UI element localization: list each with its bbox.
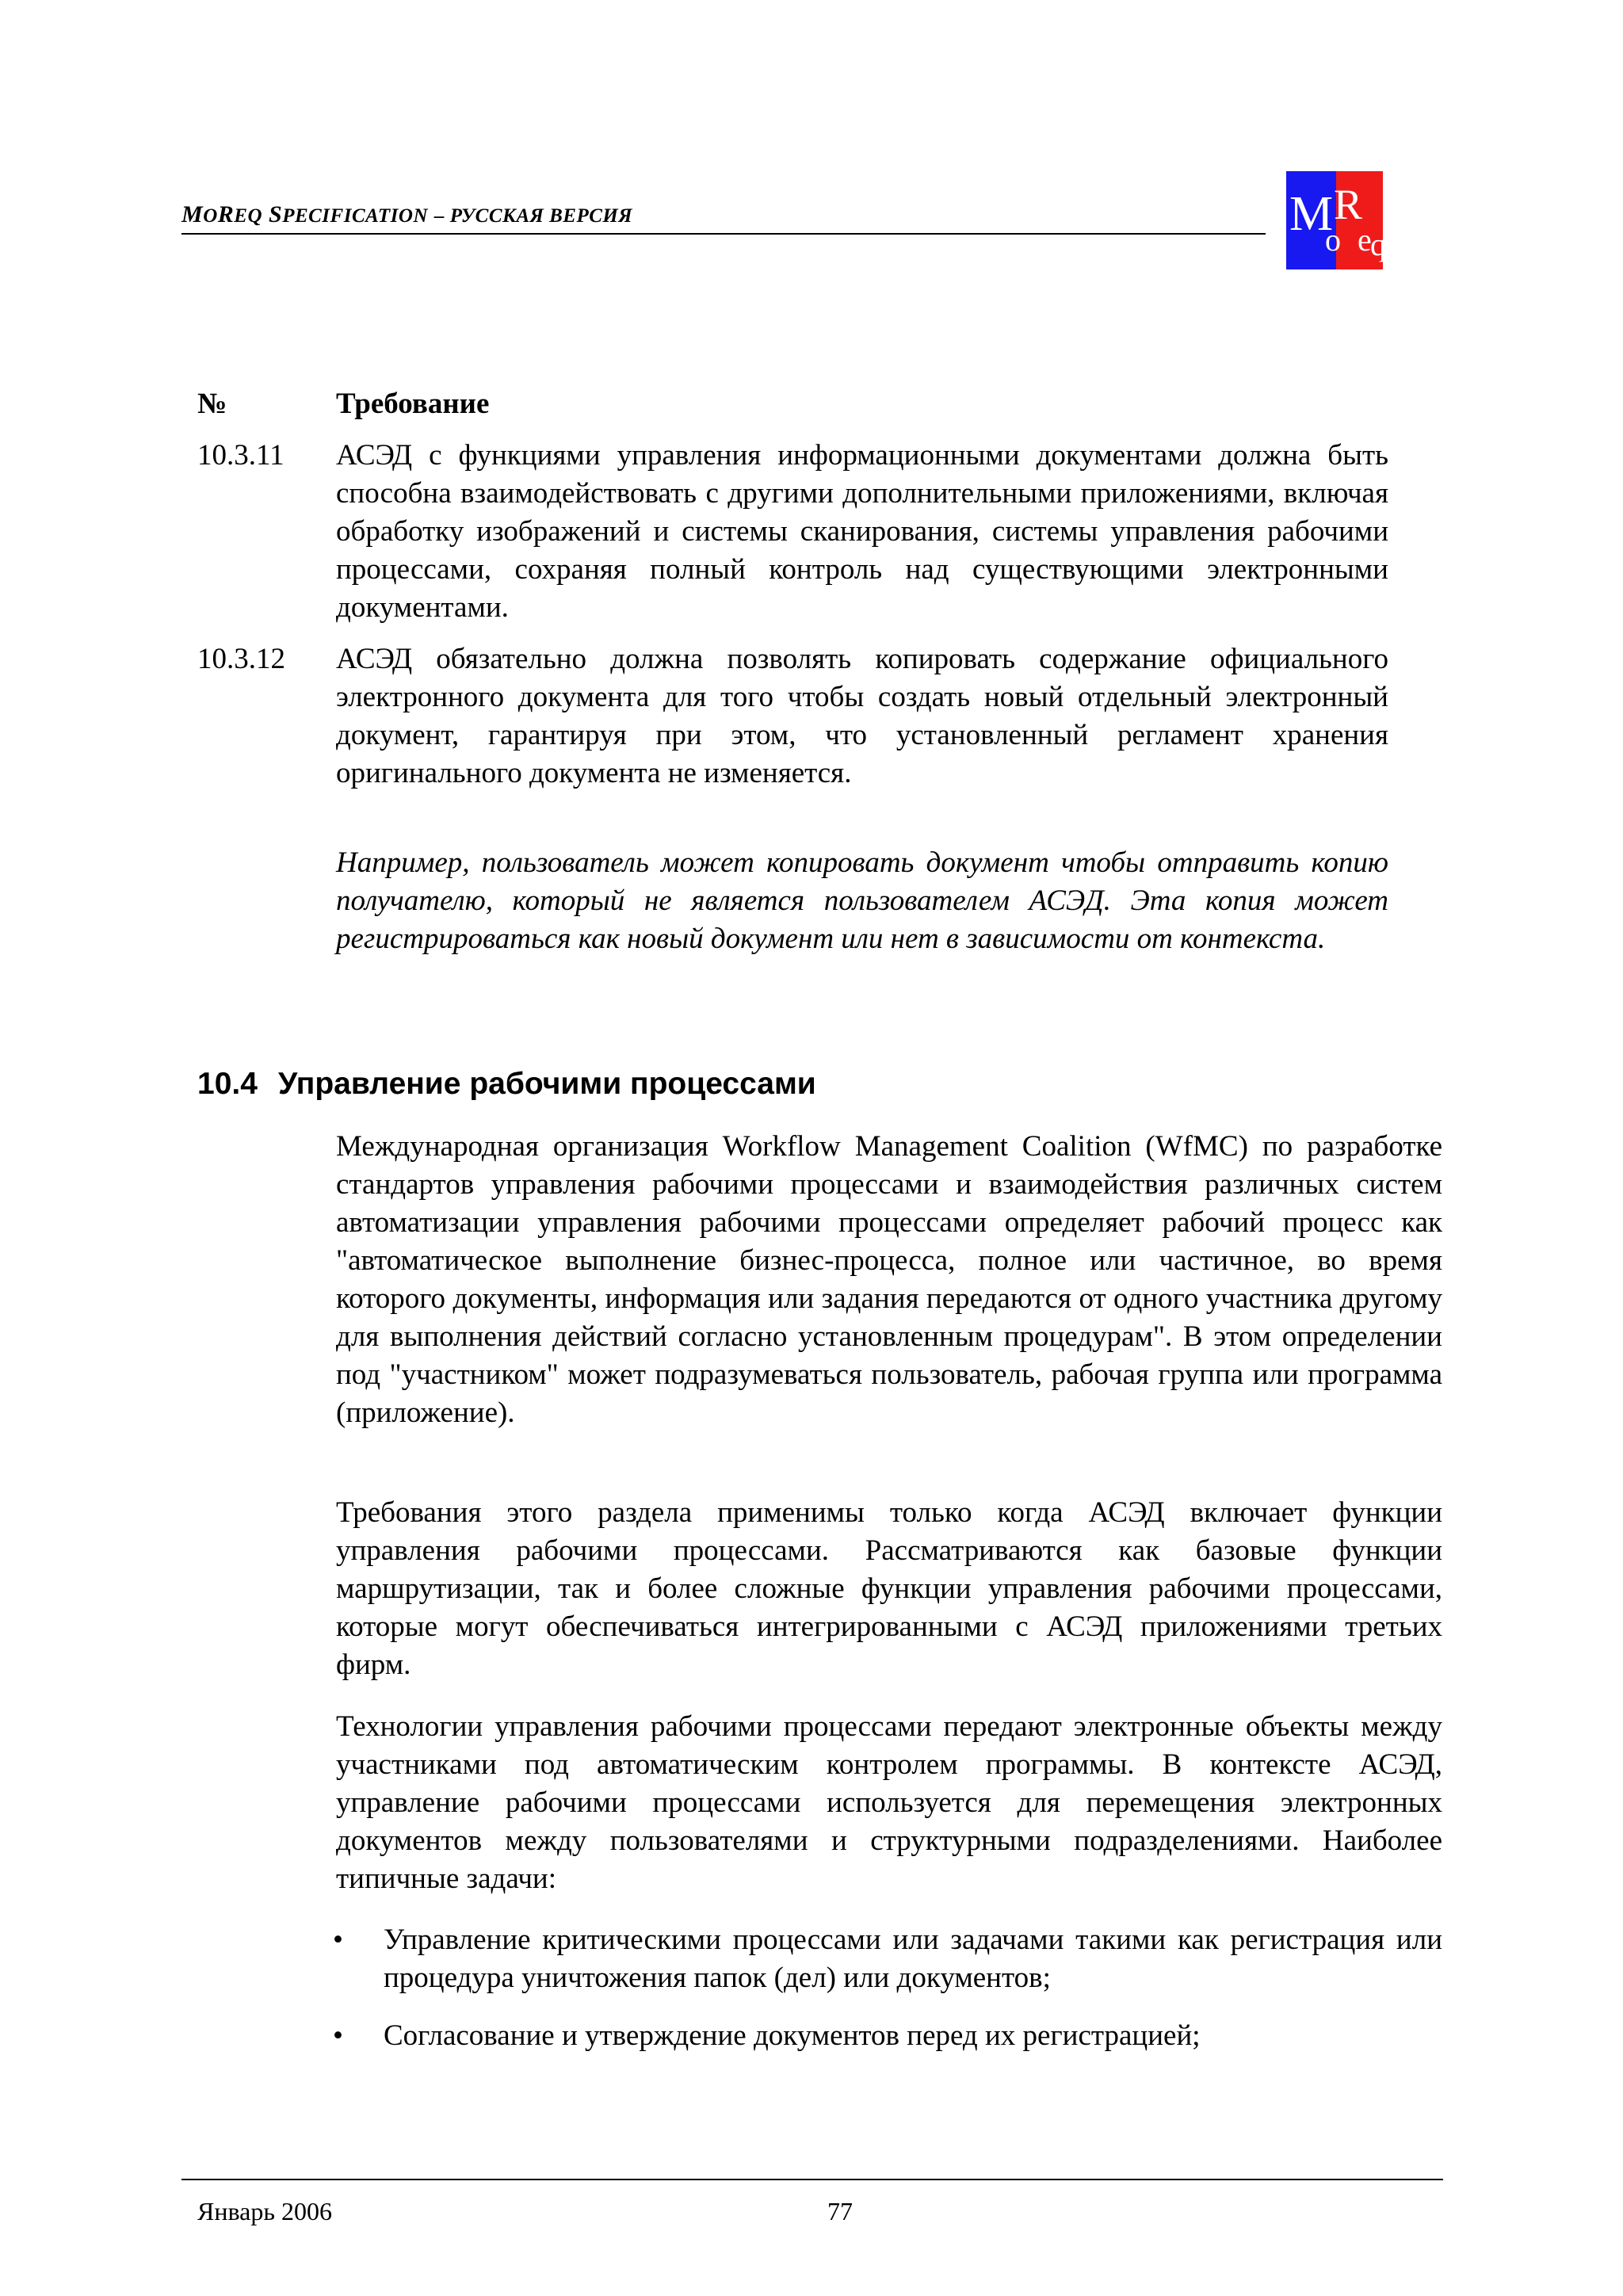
svg-text:o: o	[1325, 222, 1341, 258]
bullet-item: Согласование и утверждение документов перед их регистрацией;	[384, 2019, 1201, 2052]
requirement-number: 10.3.12	[197, 643, 285, 675]
moreq-logo	[1286, 171, 1386, 269]
body-paragraph: Международная организация Workflow Management Coalition (WfMC) по разработке стандартов управления рабочими процессами и взаимодействия различных систем автоматизации управления рабочими процессами определяет рабочий процесс как "автоматическое выполнение бизнес-процесса, полное или частичное, во время которого документы, информация или задания передаются от одного участника другому для выполнения действий согласно установленным процедурам". В этом определении под "участником" может подразумеваться пользователь, рабочая группа или программа (приложение).	[336, 1130, 1442, 1429]
header-r: R	[217, 201, 235, 227]
section-heading	[197, 1067, 816, 1102]
svg-text:q: q	[1370, 227, 1386, 262]
requirement-text: АСЭД с функциями управления информационными документами должна быть способна взаимодействовать с другими дополнительными приложениями, включая обработку изображений и системы сканирования, системы управления рабочими процессами, сохраняя полный контроль над существующими электронными документами.	[336, 439, 1388, 624]
bullet-marker: •	[333, 2019, 343, 2052]
header-rule	[181, 233, 1266, 235]
table-header-requirement: Требование	[336, 388, 490, 420]
running-header	[181, 201, 632, 228]
header-pecification: PECIFICATION	[282, 205, 429, 227]
table-header-number: №	[197, 388, 227, 420]
logo-lettering	[1286, 171, 1386, 269]
section-number: 10.4	[197, 1067, 258, 1101]
header-m: M	[181, 201, 204, 227]
header-s: S	[269, 201, 283, 227]
svg-text:e: e	[1358, 222, 1372, 258]
section-title: Управление рабочими процессами	[278, 1067, 816, 1101]
requirement-text: АСЭД обязательно должна позволять копировать содержание официального электронного документа для того чтобы создать новый отдельный электронный документ, гарантируя при этом, что установленный регламент хранения оригинального документа не изменяется.	[336, 643, 1388, 789]
bullet-item: Управление критическими процессами или задачами такими как регистрация или процедура уничтожения папок (дел) или документов;	[384, 1924, 1442, 1994]
svg-text:R: R	[1334, 181, 1363, 228]
header-eq: EQ	[234, 205, 262, 227]
bullet-marker: •	[333, 1924, 343, 1956]
requirement-number: 10.3.11	[197, 439, 285, 472]
header-russian-version: – РУССКАЯ ВЕРСИЯ	[434, 205, 633, 227]
body-paragraph: Технологии управления рабочими процессами передают электронные объекты между участниками под автоматическим контролем программы. В контексте АСЭД, управление рабочими процессами используется для перемещения электронных документов между пользователями и структурными подразделениями. Наиболее типичные задачи:	[336, 1710, 1442, 1895]
svg-text:M: M	[1289, 187, 1334, 241]
header-o: O	[203, 205, 218, 227]
footer-date: Январь 2006	[197, 2197, 332, 2225]
body-paragraph: Требования этого раздела применимы только когда АСЭД включает функции управления рабочими процессами. Рассматриваются как базовые функции маршрутизации, так и более сложные функции управления рабочими процессами, которые могут обеспечиваться интегрированными с АСЭД приложениями третьих фирм.	[336, 1496, 1442, 1681]
requirement-example-note: Например, пользователь может копировать документ чтобы отправить копию получателю, который не является пользователем АСЭД. Эта копия может регистрироваться как новый документ или нет в зависимости от контекста.	[336, 846, 1388, 955]
footer-rule	[181, 2179, 1443, 2180]
page-number: 77	[827, 2197, 853, 2225]
